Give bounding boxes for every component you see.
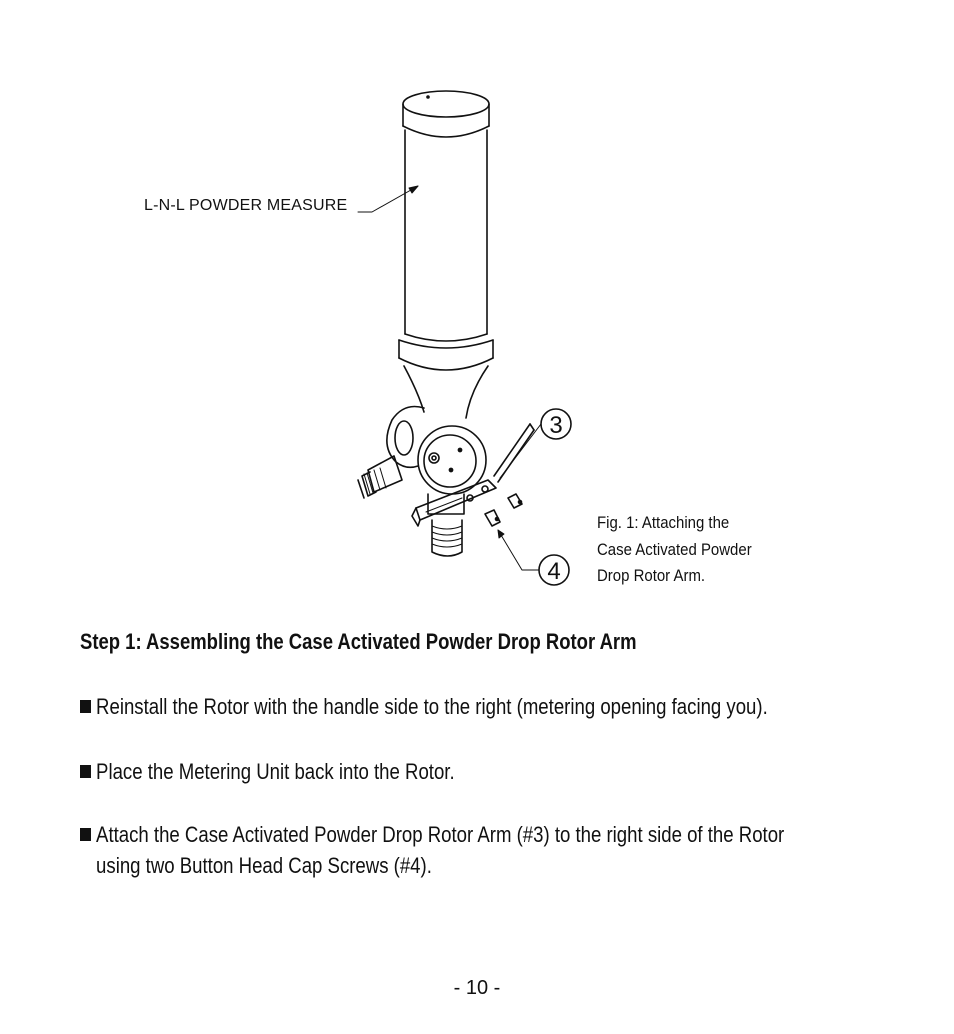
powder-measure-arrow: [409, 186, 418, 193]
drop-tube: [432, 520, 462, 556]
rotor-handle-hole: [395, 421, 413, 455]
rotor-screw-center: [432, 456, 436, 460]
rotor-arm-hole-2: [482, 486, 488, 492]
powder-measure-leader: [358, 186, 418, 212]
rotor-hole-1: [458, 448, 461, 451]
collar-sides: [399, 340, 493, 358]
rotor-screw: [429, 453, 439, 463]
cap-screw-1-head: [519, 501, 522, 504]
callout-4-arrow: [498, 530, 504, 538]
bullet-text: Reinstall the Rotor with the handle side to the right (metering opening facing you).: [96, 694, 768, 719]
bullet-text: Place the Metering Unit back into the Rotor.: [96, 759, 455, 784]
left-fitting-end: [358, 480, 364, 498]
callout-4-number: 4: [547, 558, 561, 585]
figure-caption: [597, 510, 808, 590]
cap-screw-2-head: [496, 518, 499, 521]
rotor-arm-top: [530, 424, 534, 430]
instruction-bullet: [80, 691, 768, 722]
rotor-hole-2: [449, 468, 452, 471]
rotor-arm-vertical: [494, 424, 530, 476]
bullet-square-icon: [80, 700, 91, 713]
tube-body: [405, 130, 487, 334]
rotor-face: [424, 435, 476, 487]
funnel-body: [404, 366, 488, 418]
instruction-bullet: [80, 756, 455, 787]
bullet-text: Attach the Case Activated Powder Drop Rotor Arm (#3) to the right side of the Rotor: [96, 822, 785, 847]
page-number: - 10 -: [453, 977, 501, 999]
drop-tube-threads: [432, 526, 462, 547]
tube-cap-top: [403, 91, 489, 117]
step-heading: Step 1: Assembling the Case Activated Powder Drop Rotor Arm: [80, 629, 637, 654]
tube-cap-sides: [403, 104, 489, 126]
caption-line: Drop Rotor Arm.: [597, 566, 706, 585]
powder-measure-label: L-N-L POWDER MEASURE: [144, 197, 348, 214]
callout-3-number: 3: [549, 412, 563, 439]
left-fitting-threads: [364, 468, 386, 494]
bullet-square-icon: [80, 765, 91, 778]
collar-top: [405, 334, 487, 341]
left-fitting: [368, 456, 402, 492]
instruction-bullet: [80, 819, 784, 881]
tube-cap-bottom: [403, 126, 489, 137]
bullet-square-icon: [80, 828, 91, 841]
caption-line: Case Activated Powder: [597, 539, 752, 559]
tube-dot: [427, 96, 429, 98]
caption-line: Fig. 1: Attaching the: [597, 513, 730, 532]
bullet-text-continued: using two Button Head Cap Screws (#4).: [96, 853, 432, 878]
callout-4-leader: [498, 530, 539, 570]
collar-bottom: [399, 358, 493, 370]
callout-3-leader: [500, 424, 541, 478]
